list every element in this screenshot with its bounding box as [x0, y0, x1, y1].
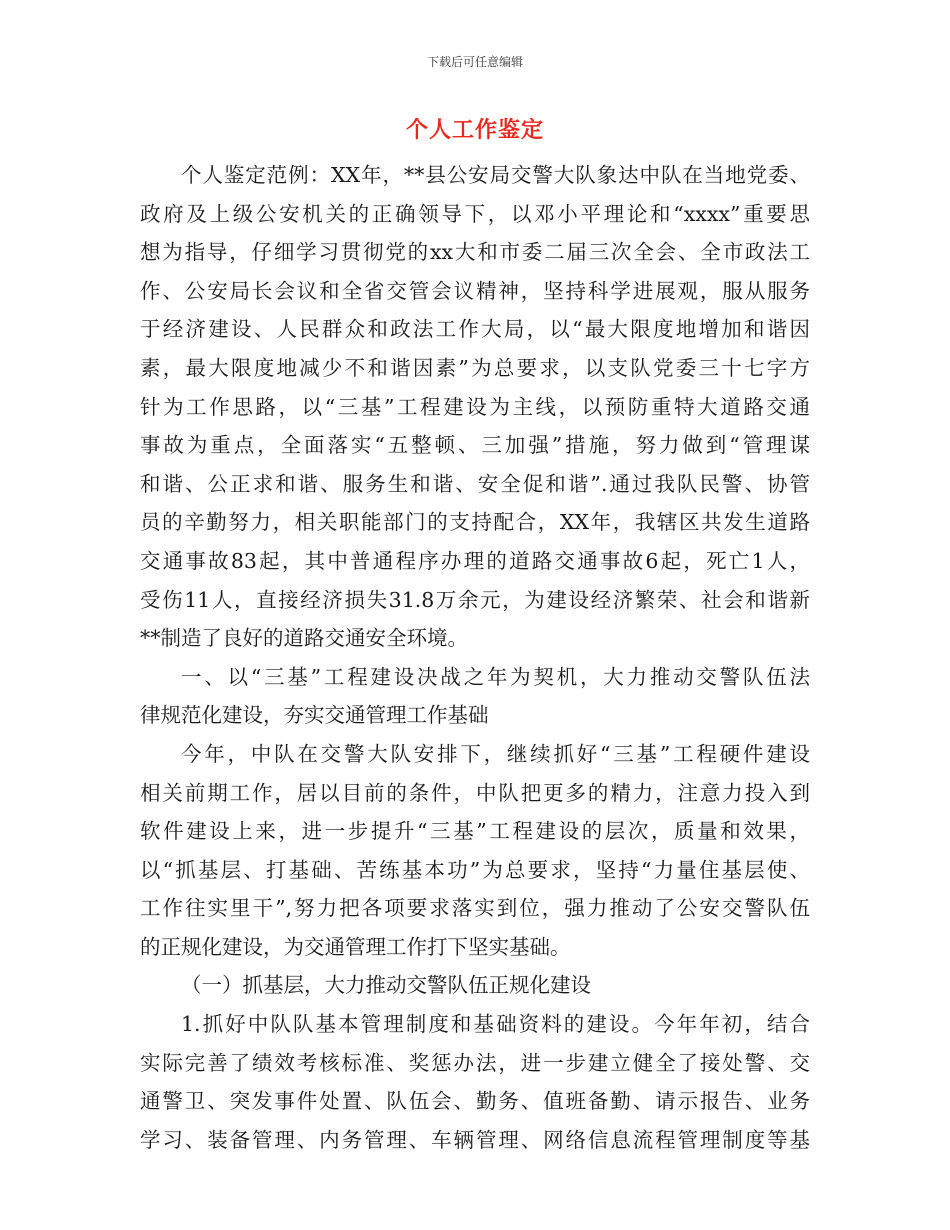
text-line: 以“抓基层、打基础、苦练基本功”为总要求，坚持“力量住基层使、 [140, 857, 810, 882]
document-title: 个人工作鉴定 [405, 117, 544, 143]
text-line: 工作往实里干”,努力把各项要求落实到位，强力推动了公安交警队伍 [140, 896, 810, 921]
text-line: 相关前期工作，居以目前的条件，中队把更多的精力，注意力投入到 [140, 780, 810, 805]
page-header-note: 下载后可任意编辑 [426, 55, 523, 69]
text-line: 通警卫、突发事件处置、队伍会、勤务、值班备勤、请示报告、业务 [140, 1089, 810, 1114]
text-line: 实际完善了绩效考核标准、奖惩办法，进一步建立健全了接处警、交 [140, 1050, 810, 1075]
text-line: 政府及上级公安机关的正确领导下，以邓小平理论和“xxxx”重要思 [140, 201, 810, 226]
text-line: 交通事故83起，其中普通程序办理的道路交通事故6起，死亡1人， [140, 548, 810, 573]
text-line: 1.抓好中队队基本管理制度和基础资料的建设。今年年初，结合 [181, 1012, 810, 1037]
document-body [140, 156, 810, 1159]
text-line: 律规范化建设，夯实交通管理工作基础 [140, 703, 489, 728]
text-line: **制造了良好的道路交通安全环境。 [140, 626, 468, 651]
text-line: 事故为重点，全面落实“五整顿、三加强”措施，努力做到“管理谋 [140, 433, 810, 458]
text-line: 员的辛勤努力，相关职能部门的支持配合，XX年，我辖区共发生道路 [140, 510, 810, 535]
text-line: 想为指导，仔细学习贯彻党的xx大和市委二届三次全会、全市政法工 [140, 240, 810, 265]
text-line: 个人鉴定范例：XX年，**县公安局交警大队象达中队在当地党委、 [181, 163, 810, 187]
text-line: 今年，中队在交警大队安排下，继续抓好“三基”工程硬件建设 [181, 741, 810, 766]
text-line: 和谐、公正求和谐、服务生和谐、安全促和谐”.通过我队民警、协管 [140, 471, 810, 496]
text-line: 一、以“三基”工程建设决战之年为契机，大力推动交警队伍法 [181, 664, 810, 689]
text-line: （一）抓基层，大力推动交警队伍正规化建设 [181, 973, 591, 998]
text-line: 学习、装备管理、内务管理、车辆管理、网络信息流程管理制度等基 [140, 1127, 810, 1152]
text-line: 于经济建设、人民群众和政法工作大局，以“最大限度地增加和谐因 [140, 317, 810, 342]
text-line: 作、公安局长会议和全省交管会议精神，坚持科学进展观，服从服务 [140, 278, 810, 303]
text-line: 受伤11人，直接经济损失31.8万余元，为建设经济繁荣、社会和谐新 [140, 587, 810, 612]
text-line: 的正规化建设，为交通管理工作打下坚实基础。 [140, 934, 571, 959]
text-line: 软件建设上来，进一步提升“三基”工程建设的层次，质量和效果， [140, 819, 810, 844]
text-line: 素，最大限度地减少不和谐因素”为总要求，以支队党委三十七字方 [140, 355, 810, 380]
text-line: 针为工作思路，以“三基”工程建设为主线，以预防重特大道路交通 [140, 394, 810, 419]
